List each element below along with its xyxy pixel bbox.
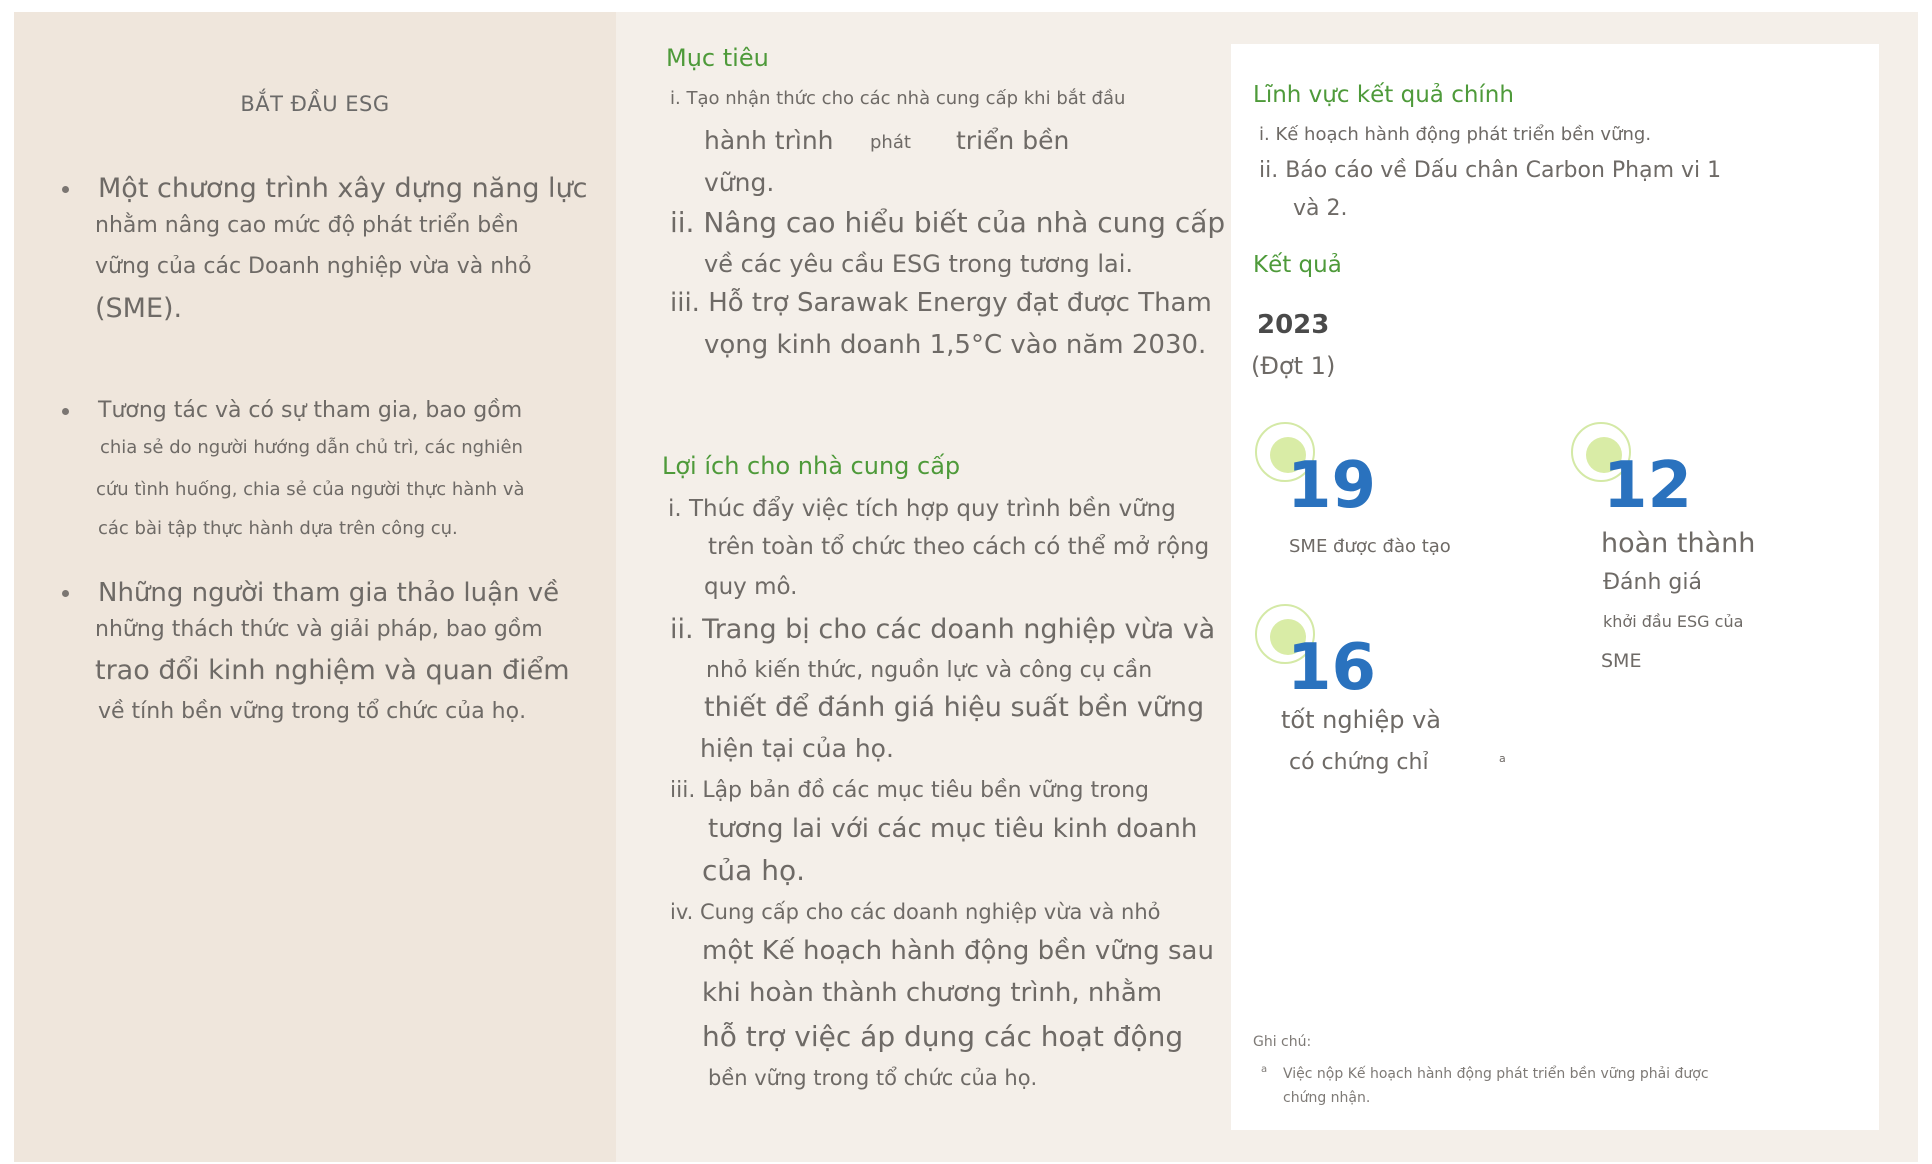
benefit-line: khi hoàn thành chương trình, nhằm <box>702 978 1163 1008</box>
objective-line: ii. Nâng cao hiểu biết của nhà cung cấp <box>670 206 1226 239</box>
benefit-line: iv. Cung cấp cho các doanh nghiệp vừa và nhỏ <box>670 900 1161 924</box>
left-column <box>14 12 616 1162</box>
benefit-line: thiết để đánh giá hiệu suất bền vững <box>704 692 1205 723</box>
results-year: 2023 <box>1257 310 1330 340</box>
page <box>14 12 1918 1162</box>
left-bullet-line: Tương tác và có sự tham gia, bao gồm <box>98 398 523 423</box>
left-bullet-line: cứu tình huống, chia sẻ của người thực hành và <box>96 479 525 500</box>
left-bullet-line: trao đổi kinh nghiệm và quan điểm <box>95 655 570 686</box>
left-bullet-2 <box>62 396 582 548</box>
left-bullet-line: Những người tham gia thảo luận về <box>98 578 560 608</box>
note-label: Ghi chú: <box>1253 1034 1312 1050</box>
stat-label: hoàn thành <box>1601 528 1756 559</box>
bullet-dot <box>62 186 69 193</box>
left-bullet-line: Một chương trình xây dựng năng lực <box>98 173 588 204</box>
results-panel <box>1231 44 1879 1130</box>
benefit-line: một Kế hoạch hành động bền vững sau <box>702 936 1214 966</box>
kra-item: ii. Báo cáo về Dấu chân Carbon Phạm vi 1 <box>1259 158 1722 183</box>
kra-item: và 2. <box>1293 196 1348 221</box>
stat-value: 16 <box>1287 631 1377 705</box>
benefit-line: trên toàn tổ chức theo cách có thể mở rộng <box>708 534 1210 560</box>
left-bullet-line: vững của các Doanh nghiệp vừa và nhỏ <box>95 254 532 279</box>
left-bullet-line: chia sẻ do người hướng dẫn chủ trì, các nghiên <box>100 437 523 458</box>
benefit-line: bền vững trong tổ chức của họ. <box>708 1066 1038 1090</box>
objective-line: triển bền <box>956 126 1070 155</box>
objective-line: phát <box>870 132 911 153</box>
benefit-line: ii. Trang bị cho các doanh nghiệp vừa và <box>670 614 1216 645</box>
footnote-marker: a <box>1499 752 1506 765</box>
objective-line: hành trình <box>704 126 834 155</box>
note-line: Việc nộp Kế hoạch hành động phát triển bền vững phải được <box>1283 1066 1709 1082</box>
objective-line: vọng kinh doanh 1,5°C vào năm 2030. <box>704 330 1207 360</box>
objectives-heading: Mục tiêu <box>666 44 769 72</box>
stat-label: SME được đào tạo <box>1289 536 1451 557</box>
objective-line: iii. Hỗ trợ Sarawak Energy đạt được Tham <box>670 288 1212 318</box>
benefit-line: nhỏ kiến thức, nguồn lực và công cụ cần <box>706 658 1153 683</box>
benefit-line: tương lai với các mục tiêu kinh doanh <box>708 814 1198 844</box>
left-bullet-line: (SME). <box>95 293 183 324</box>
benefit-line: i. Thúc đẩy việc tích hợp quy trình bền vững <box>668 496 1176 522</box>
left-bullet-1 <box>62 172 588 330</box>
kra-heading: Lĩnh vực kết quả chính <box>1253 82 1514 108</box>
left-bullet-line: nhằm nâng cao mức độ phát triển bền <box>95 213 519 238</box>
stat-label: Đánh giá <box>1603 570 1702 595</box>
stat-label: SME <box>1601 650 1642 672</box>
bullet-dot <box>62 408 69 415</box>
benefit-line: hiện tại của họ. <box>700 734 894 763</box>
left-bullet-line: các bài tập thực hành dựa trên công cụ. <box>98 518 458 539</box>
objective-line: i. Tạo nhận thức cho các nhà cung cấp khi bắt đầu <box>670 88 1126 109</box>
results-heading: Kết quả <box>1253 252 1342 278</box>
stat-value: 12 <box>1603 449 1693 523</box>
note-line: chứng nhận. <box>1283 1090 1371 1106</box>
left-bullet-line: những thách thức và giải pháp, bao gồm <box>95 617 543 642</box>
objective-line: vững. <box>704 168 775 197</box>
benefits-heading: Lợi ích cho nhà cung cấp <box>662 452 961 480</box>
benefit-line: iii. Lập bản đồ các mục tiêu bền vững trong <box>670 778 1150 803</box>
left-bullet-line: về tính bền vững trong tổ chức của họ. <box>98 699 527 724</box>
results-batch: (Đợt 1) <box>1251 352 1336 380</box>
benefit-line: của họ. <box>702 854 805 887</box>
kra-item: i. Kế hoạch hành động phát triển bền vững. <box>1259 124 1652 145</box>
stat-value: 19 <box>1287 449 1377 523</box>
stat-label: có chứng chỉ <box>1289 750 1429 775</box>
note-marker: a <box>1261 1064 1268 1075</box>
bullet-dot <box>62 590 69 597</box>
left-title: BẮT ĐẦU ESG <box>240 92 390 116</box>
benefit-line: quy mô. <box>704 574 798 600</box>
benefit-line: hỗ trợ việc áp dụng các hoạt động <box>702 1020 1184 1053</box>
middle-column <box>638 12 1226 1162</box>
stat-label: khởi đầu ESG của <box>1603 612 1744 631</box>
left-bullet-3 <box>62 576 582 732</box>
stat-label: tốt nghiệp và <box>1281 706 1441 734</box>
objective-line: về các yêu cầu ESG trong tương lai. <box>704 250 1134 278</box>
